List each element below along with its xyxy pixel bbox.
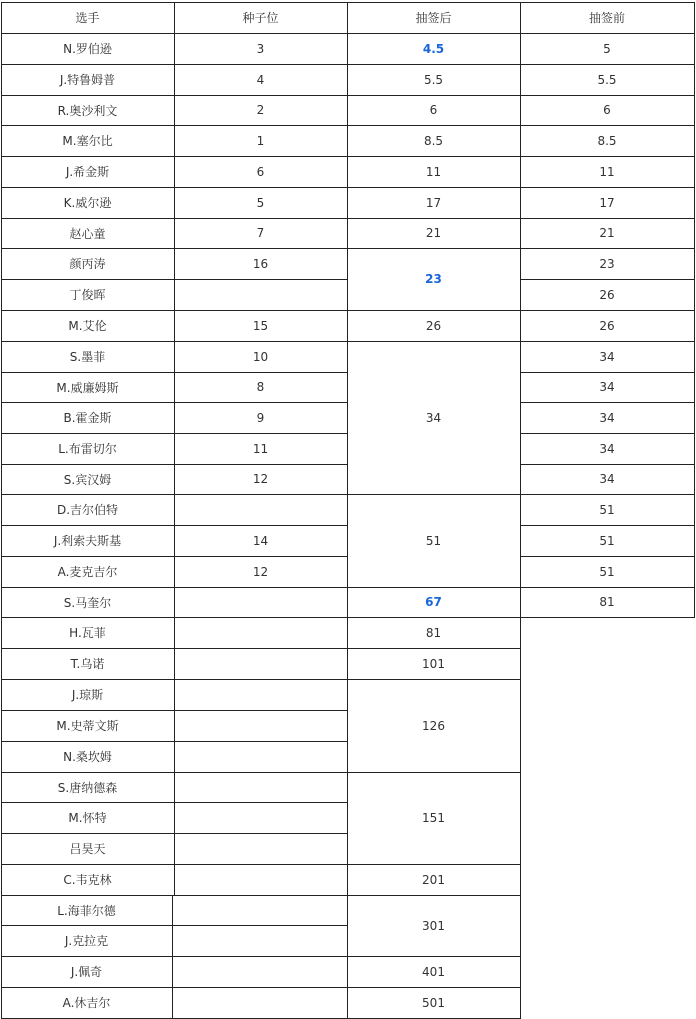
seed-value — [174, 279, 347, 310]
before-draw-odds: 34 — [599, 472, 615, 486]
seed-value: 15 — [252, 318, 269, 333]
seed-value — [174, 617, 347, 648]
seed-value: 9 — [256, 410, 265, 425]
row-divider — [347, 95, 521, 96]
seed-value — [172, 956, 347, 987]
row-divider — [520, 372, 695, 373]
player-name: L.海菲尔德 — [57, 903, 116, 918]
player-name: M.史蒂文斯 — [56, 719, 119, 733]
row-divider — [347, 864, 521, 865]
row-divider — [520, 525, 695, 526]
player-name: J.特鲁姆普 — [59, 73, 116, 87]
row-divider — [347, 156, 521, 157]
row-divider — [520, 218, 695, 219]
row-divider — [347, 895, 521, 896]
row-divider — [520, 125, 695, 126]
before-draw-odds: 51 — [599, 533, 615, 548]
player-name: K.威尔逊 — [63, 196, 112, 210]
seed-value — [174, 494, 347, 525]
row-divider — [520, 95, 695, 96]
seed-value: 11 — [252, 441, 269, 456]
player-name: M.塞尔比 — [62, 134, 113, 148]
seed-value — [172, 987, 347, 1018]
row-divider — [520, 33, 695, 34]
player-name: 吕昊天 — [69, 842, 106, 856]
seed-value — [174, 648, 347, 679]
player-name: 颜丙涛 — [69, 257, 106, 271]
row-divider — [520, 341, 695, 342]
player-name: J.克拉克 — [64, 934, 109, 948]
row-divider — [1, 987, 348, 988]
seed-value: 14 — [252, 533, 269, 548]
after-draw-odds: 81 — [425, 625, 442, 640]
seed-value: 12 — [252, 472, 269, 486]
after-draw-odds: 11 — [425, 164, 442, 179]
col-divider — [172, 895, 173, 1019]
row-divider — [347, 125, 521, 126]
row-divider — [347, 33, 521, 34]
seed-value — [174, 710, 347, 741]
row-divider — [1, 895, 348, 896]
seed-value — [172, 925, 347, 956]
player-name: N.罗伯逊 — [63, 42, 112, 56]
player-name: H.瓦菲 — [69, 626, 106, 640]
player-name: J.利索夫斯基 — [53, 534, 122, 548]
after-draw-odds: 26 — [425, 318, 442, 333]
player-name: C.韦克林 — [63, 873, 112, 887]
before-draw-odds: 5.5 — [597, 72, 617, 87]
row-divider — [520, 248, 695, 249]
row-divider — [347, 218, 521, 219]
player-name: 赵心童 — [69, 226, 106, 241]
player-name: A.休吉尔 — [62, 996, 111, 1010]
after-draw-odds: 501 — [422, 995, 445, 1010]
player-name: R.奥沙利文 — [57, 103, 118, 118]
row-divider — [1, 956, 348, 957]
col-divider — [1, 2, 2, 1019]
seed-value: 6 — [256, 164, 265, 179]
seed-value — [172, 895, 347, 925]
seed-value — [174, 741, 347, 772]
row-divider — [520, 156, 695, 157]
before-draw-odds: 26 — [599, 287, 615, 302]
row-divider — [520, 464, 695, 465]
after-draw-odds: 21 — [425, 226, 442, 240]
player-name: S.墨菲 — [69, 350, 106, 364]
after-draw-odds: 4.5 — [422, 41, 445, 56]
row-divider — [347, 987, 521, 988]
seed-value: 5 — [256, 195, 265, 210]
before-draw-odds: 17 — [599, 195, 615, 210]
after-draw-odds: 51 — [425, 533, 442, 548]
row-divider — [347, 679, 521, 680]
row-divider — [347, 772, 521, 773]
seed-value — [174, 833, 347, 864]
col-divider — [174, 2, 175, 895]
seed-value: 12 — [252, 564, 269, 579]
col-divider — [694, 2, 695, 618]
seed-value: 8 — [256, 380, 265, 394]
row-divider — [520, 433, 695, 434]
row-divider — [347, 310, 521, 311]
player-name: J.琼斯 — [71, 688, 104, 702]
player-name: J.佩奇 — [70, 965, 103, 979]
row-divider — [520, 587, 695, 588]
column-header: 抽签后 — [415, 11, 452, 25]
before-draw-odds: 34 — [599, 349, 615, 364]
before-draw-odds: 51 — [599, 502, 615, 517]
player-name: J.希金斯 — [65, 165, 110, 179]
row-divider — [520, 64, 695, 65]
player-name: M.怀特 — [68, 811, 107, 825]
after-draw-odds: 34 — [425, 410, 442, 425]
before-draw-odds: 11 — [599, 164, 615, 179]
before-draw-odds: 6 — [603, 103, 611, 117]
player-name: T.乌诺 — [70, 657, 105, 671]
row-divider — [347, 187, 521, 188]
seed-value: 7 — [256, 226, 265, 240]
player-name: S.马奎尔 — [63, 595, 112, 610]
after-draw-odds: 5.5 — [423, 72, 444, 87]
row-divider — [347, 648, 521, 649]
player-name: M.艾伦 — [68, 319, 107, 333]
row-divider — [347, 64, 521, 65]
col-divider — [520, 2, 521, 1019]
after-draw-odds: 67 — [425, 595, 442, 609]
row-divider — [347, 248, 521, 249]
row-divider — [520, 494, 695, 495]
before-draw-odds: 5 — [603, 41, 611, 56]
player-name: B.霍金斯 — [63, 411, 112, 425]
after-draw-odds: 23 — [425, 272, 442, 286]
after-draw-odds: 401 — [422, 964, 445, 979]
seed-value — [174, 679, 347, 710]
before-draw-odds: 34 — [599, 441, 615, 456]
seed-value: 1 — [256, 133, 265, 148]
seed-value — [174, 587, 347, 617]
seed-value — [174, 864, 347, 895]
row-divider — [520, 310, 695, 311]
after-draw-odds: 301 — [422, 918, 445, 933]
before-draw-odds: 81 — [599, 595, 615, 609]
row-divider — [520, 402, 695, 403]
before-draw-odds: 8.5 — [597, 133, 617, 148]
player-name: S.唐纳德森 — [57, 780, 118, 795]
after-draw-odds: 201 — [422, 872, 445, 887]
player-name: A.麦克吉尔 — [57, 565, 118, 579]
col-divider — [347, 2, 348, 1019]
row-divider — [520, 556, 695, 557]
after-draw-odds: 8.5 — [423, 133, 444, 148]
seed-value — [174, 772, 347, 802]
column-header: 选手 — [75, 11, 100, 25]
player-name: L.布雷切尔 — [58, 442, 117, 456]
after-draw-odds: 17 — [425, 195, 442, 210]
after-draw-odds: 151 — [422, 811, 445, 825]
player-name: 丁俊晖 — [69, 288, 106, 302]
player-name: N.桑坎姆 — [63, 750, 112, 764]
row-divider — [520, 187, 695, 188]
after-draw-odds: 101 — [422, 656, 445, 671]
column-header: 抽签前 — [588, 11, 625, 25]
after-draw-odds: 126 — [422, 718, 445, 733]
row-divider — [347, 494, 521, 495]
before-draw-odds: 23 — [599, 256, 615, 271]
table-border-top — [1, 2, 695, 3]
after-draw-odds: 6 — [429, 103, 438, 117]
player-name: M.威廉姆斯 — [56, 380, 119, 395]
row-divider — [347, 341, 521, 342]
seed-value: 3 — [256, 41, 265, 56]
column-header: 种子位 — [242, 11, 279, 25]
row-divider — [347, 956, 521, 957]
before-draw-odds: 26 — [599, 318, 615, 333]
seed-value — [174, 802, 347, 833]
before-draw-odds: 51 — [599, 564, 615, 579]
row-divider — [1, 925, 348, 926]
seed-value: 2 — [256, 103, 265, 117]
player-name: S.宾汉姆 — [63, 472, 112, 487]
row-divider — [347, 617, 521, 618]
before-draw-odds: 34 — [599, 380, 615, 394]
row-divider — [520, 279, 695, 280]
before-draw-odds: 34 — [599, 410, 615, 425]
row-divider — [347, 587, 521, 588]
seed-value: 10 — [252, 349, 269, 364]
seed-value: 4 — [256, 72, 265, 87]
seed-value: 16 — [252, 256, 269, 271]
player-name: D.吉尔伯特 — [56, 503, 119, 517]
before-draw-odds: 21 — [599, 226, 615, 240]
row-divider — [520, 617, 695, 618]
